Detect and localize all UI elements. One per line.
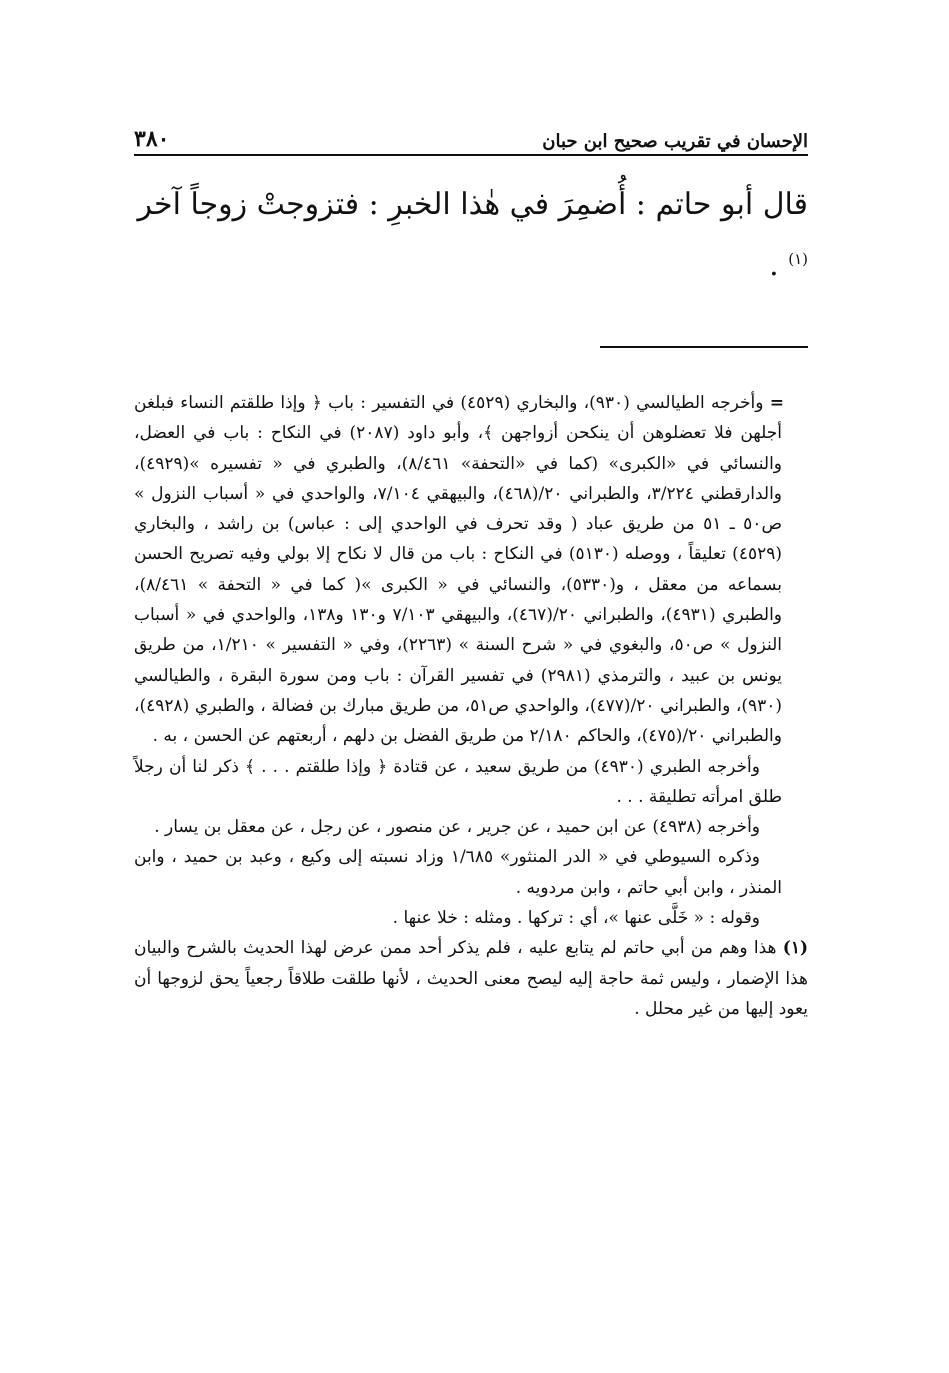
main-text [134, 178, 808, 293]
main-text-body: قال أبو حاتم : أُضمِرَ في هٰذا الخبرِ : فتزوجتْ زوجاً آخر [137, 187, 808, 222]
footnote-paragraph: وذكره السيوطي في « الدر المنثور» ١/٦٨٥ وزاد نسبته إلى وكيع ، وعبد بن حميد ، وابن المنذر ، وابن أبي حاتم ، وابن مردويه . [134, 847, 782, 898]
running-title: الإحسان في تقريب صحيح ابن حبان [542, 131, 808, 152]
page-number: ٣٨٠ [134, 126, 170, 152]
header-rule [134, 154, 808, 156]
page-header [134, 116, 808, 152]
footnote-paragraph: وأخرجه الطيالسي (٩٣٠)، والبخاري (٤٥٢٩) في التفسير : باب ﴿ وإذا طلقتم النساء فبلغن أجلهن فلا تعضلوهن أن ينكحن أزواجهن ﴾، وأبو داود (٢٠٨٧) في النكاح : باب في العضل، والنسائي في «الكبرى» (كما في «التحفة» ٨/٤٦١)، والطبري في « تفسيره »(٤٩٢٩)، والدارقطني ٣/٢٢٤، والطبراني ٢٠/(٤٦٨)، والبيهقي ٧/١٠٤، والواحدي في « أسباب النزول » ص٥٠ ـ ٥١ من طريق عباد ( وقد تحرف في الواحدي إلى : عباس) بن راشد ، والبخاري (٤٥٢٩) تعليقاً ، ووصله (٥١٣٠) في النكاح : باب من قال لا نكاح إلا بولي وفيه تصريح الحسن بسماعه من معقل ، و(٥٣٣٠)، والنسائي في « الكبرى »( كما في « التحفة » ٨/٤٦١)، والطبري (٤٩٣١)، والطبراني ٢٠/(٤٦٧)، والبيهقي ٧/١٠٣ و١٣٠ و١٣٨، والواحدي في « أسباب النزول » ص٥٠، والبغوي في « شرح السنة » (٢٢٦٣)، وفي « التفسير » ١/٢١٠، من طريق يونس بن عبيد ، والترمذي (٢٩٨١) في تفسير القرآن : باب ومن سورة البقرة ، والطيالسي (٩٣٠)، والطبراني ٢٠/(٤٧٧)، والواحدي ص٥١، من طريق مبارك بن فضالة ، والطبري (٤٩٢٨)، والطبراني ٢٠/(٤٧٥)، والحاكم ٢/١٨٠ من طريق الفضل بن دلهم ، أربعتهم عن الحسن ، به . [134, 393, 783, 747]
footnote-reference: (١) [788, 250, 808, 268]
footnote-paragraph: وقوله : « خَلَّى عنها »، أي : تركها . ومثله : خلا عنها . [392, 908, 760, 929]
footnote-1-text: هذا وهم من أبي حاتم لم يتابع عليه ، فلم يذكر أحد ممن عرض لهذا الحديث بالشرح والبيان هذا الإضمار ، وليس ثمة حاجة إليه ليصح معنى الحديث ، لأنها طلقت طلاقاً رجعياً يحق لزوجها أن يعود إليها من غير محلل . [134, 938, 808, 1019]
footnotes [134, 388, 808, 1024]
footnote-1 [134, 933, 808, 1024]
footnote-1-marker: (١) [782, 938, 808, 959]
footnote-paragraph: وأخرجه (٤٩٣٨) عن ابن حميد ، عن جرير ، عن منصور ، عن رجل ، عن معقل بن يسار . [154, 817, 760, 838]
footnote-paragraph: وأخرجه الطبري (٤٩٣٠) من طريق سعيد ، عن قتادة ﴿ وإذا طلقتم . . . ﴾ ذكر لنا أن رجلاً طلق امرأته تطليقة . . . [134, 756, 782, 807]
footnote-rule [600, 346, 808, 348]
main-text-end: . [769, 248, 779, 283]
continuation-marker: = [769, 393, 784, 413]
footnote-continuation [134, 388, 808, 752]
